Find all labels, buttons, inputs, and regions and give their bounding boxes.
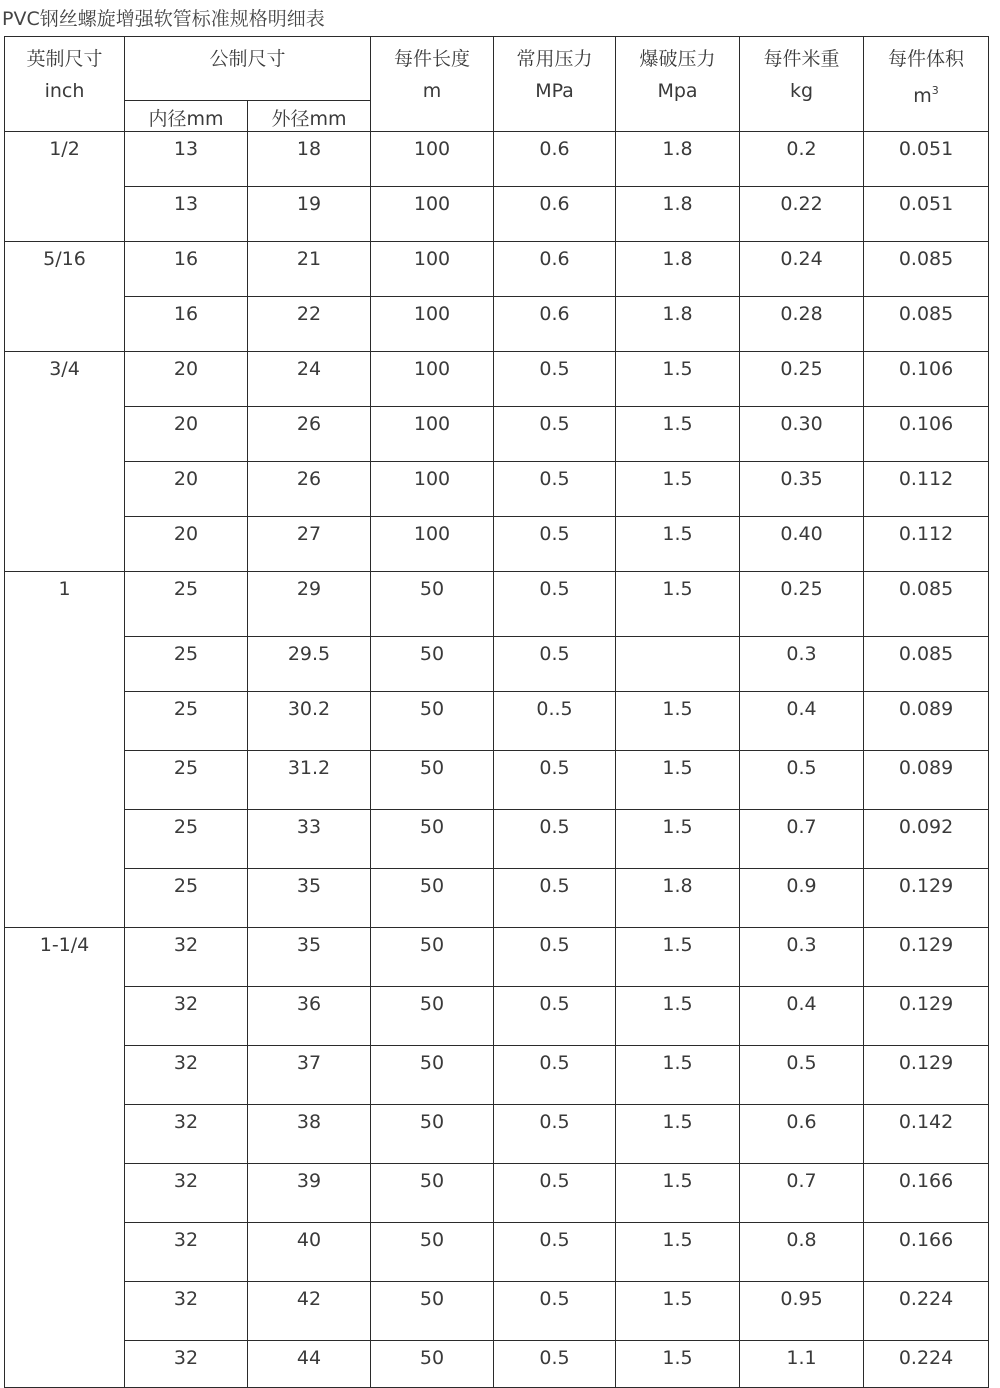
cell-inner: 32 — [125, 1341, 248, 1388]
cell-inner: 20 — [125, 407, 248, 462]
cell-weight: 0.9 — [740, 869, 864, 928]
cell-burst: 1.8 — [616, 242, 740, 297]
table-row — [5, 637, 989, 692]
spec-table — [4, 36, 989, 1388]
table-row — [5, 928, 989, 987]
table-row — [5, 462, 989, 517]
cell-weight: 0.35 — [740, 462, 864, 517]
cell-pressure: 0.5 — [494, 572, 616, 637]
spec-table-container — [4, 36, 990, 1388]
table-row — [5, 297, 989, 352]
cell-inner: 25 — [125, 572, 248, 637]
cell-weight: 0.2 — [740, 132, 864, 187]
cell-burst: 1.5 — [616, 572, 740, 637]
cell-pressure: 0.5 — [494, 1341, 616, 1388]
cell-outer: 35 — [248, 869, 371, 928]
cell-volume: 0.089 — [864, 692, 989, 751]
cell-weight: 0.30 — [740, 407, 864, 462]
cell-burst: 1.5 — [616, 1164, 740, 1223]
cell-inch: 1-1/4 — [5, 928, 125, 1388]
header-weight: 每件米重 kg — [740, 37, 864, 132]
cell-weight: 0.6 — [740, 1105, 864, 1164]
cell-length: 50 — [371, 810, 494, 869]
cell-length: 100 — [371, 242, 494, 297]
cell-volume: 0.106 — [864, 407, 989, 462]
cell-outer: 42 — [248, 1282, 371, 1341]
table-title: PVC钢丝螺旋增强软管标准规格明细表 — [2, 8, 325, 30]
cell-pressure: 0.5 — [494, 1046, 616, 1105]
cell-inner: 25 — [125, 869, 248, 928]
table-row — [5, 352, 989, 407]
header-inch: 英制尺寸 inch — [5, 37, 125, 132]
header-length: 每件长度 m — [371, 37, 494, 132]
cell-volume: 0.142 — [864, 1105, 989, 1164]
header-volume: 每件体积 $m^3$ — [864, 37, 989, 132]
cell-weight: 0.28 — [740, 297, 864, 352]
cell-weight: 1.1 — [740, 1341, 864, 1388]
cell-weight: 0.25 — [740, 352, 864, 407]
cell-inch: 3/4 — [5, 352, 125, 572]
cell-volume: 0.129 — [864, 928, 989, 987]
cell-burst: 1.5 — [616, 1282, 740, 1341]
cell-inch: 5/16 — [5, 242, 125, 352]
cell-pressure: 0.6 — [494, 132, 616, 187]
cell-inner: 13 — [125, 132, 248, 187]
cell-burst — [616, 637, 740, 692]
cell-burst: 1.8 — [616, 869, 740, 928]
cell-burst: 1.5 — [616, 462, 740, 517]
cell-outer: 40 — [248, 1223, 371, 1282]
cell-length: 50 — [371, 987, 494, 1046]
header-burst: 爆破压力 Mpa — [616, 37, 740, 132]
table-row — [5, 751, 989, 810]
cell-volume: 0.224 — [864, 1282, 989, 1341]
cell-outer: 22 — [248, 297, 371, 352]
table-row — [5, 810, 989, 869]
spec-table-body — [5, 132, 989, 1388]
cell-length: 50 — [371, 1282, 494, 1341]
cell-burst: 1.5 — [616, 1105, 740, 1164]
cell-burst: 1.5 — [616, 810, 740, 869]
cell-pressure: 0.5 — [494, 1105, 616, 1164]
cell-volume: 0.112 — [864, 462, 989, 517]
cell-weight: 0.24 — [740, 242, 864, 297]
cell-pressure: 0.5 — [494, 1282, 616, 1341]
cell-volume: 0.085 — [864, 572, 989, 637]
cell-volume: 0.089 — [864, 751, 989, 810]
cell-length: 100 — [371, 407, 494, 462]
cell-volume: 0.085 — [864, 297, 989, 352]
cell-burst: 1.8 — [616, 187, 740, 242]
cell-weight: 0.7 — [740, 1164, 864, 1223]
cell-volume: 0.085 — [864, 637, 989, 692]
cell-pressure: 0.5 — [494, 352, 616, 407]
cell-outer: 35 — [248, 928, 371, 987]
cell-pressure: 0.5 — [494, 751, 616, 810]
cell-volume: 0.166 — [864, 1164, 989, 1223]
cell-volume: 0.129 — [864, 869, 989, 928]
cell-volume: 0.166 — [864, 1223, 989, 1282]
table-row — [5, 1223, 989, 1282]
table-row — [5, 987, 989, 1046]
cell-weight: 0.4 — [740, 692, 864, 751]
cell-burst: 1.5 — [616, 352, 740, 407]
table-row — [5, 572, 989, 637]
cell-outer: 44 — [248, 1341, 371, 1388]
cell-outer: 39 — [248, 1164, 371, 1223]
cell-weight: 0.4 — [740, 987, 864, 1046]
cell-pressure: 0.6 — [494, 187, 616, 242]
cell-inner: 32 — [125, 928, 248, 987]
cell-burst: 1.5 — [616, 928, 740, 987]
cell-length: 100 — [371, 462, 494, 517]
cell-length: 50 — [371, 1164, 494, 1223]
cell-length: 100 — [371, 517, 494, 572]
cell-volume: 0.051 — [864, 187, 989, 242]
cell-pressure: 0.5 — [494, 1164, 616, 1223]
cell-inner: 32 — [125, 987, 248, 1046]
cell-length: 50 — [371, 1341, 494, 1388]
table-row — [5, 1105, 989, 1164]
cell-inner: 32 — [125, 1164, 248, 1223]
cell-length: 50 — [371, 692, 494, 751]
cell-length: 50 — [371, 572, 494, 637]
cell-pressure: 0..5 — [494, 692, 616, 751]
table-row — [5, 1046, 989, 1105]
cell-inner: 25 — [125, 810, 248, 869]
cell-inner: 32 — [125, 1046, 248, 1105]
cell-inner: 32 — [125, 1223, 248, 1282]
cell-inner: 25 — [125, 692, 248, 751]
cell-weight: 0.5 — [740, 1046, 864, 1105]
cell-inner: 25 — [125, 751, 248, 810]
cell-burst: 1.5 — [616, 1223, 740, 1282]
cell-outer: 26 — [248, 462, 371, 517]
cell-outer: 21 — [248, 242, 371, 297]
cell-pressure: 0.5 — [494, 869, 616, 928]
cell-burst: 1.5 — [616, 751, 740, 810]
cell-inner: 20 — [125, 517, 248, 572]
cell-weight: 0.8 — [740, 1223, 864, 1282]
header-metric: 公制尺寸 — [125, 37, 371, 101]
cell-outer: 19 — [248, 187, 371, 242]
cell-volume: 0.085 — [864, 242, 989, 297]
cell-burst: 1.5 — [616, 692, 740, 751]
cell-burst: 1.8 — [616, 297, 740, 352]
header-outer-diameter: 外径mm — [248, 101, 371, 132]
table-row — [5, 692, 989, 751]
cell-inner: 16 — [125, 297, 248, 352]
cell-pressure: 0.5 — [494, 928, 616, 987]
table-row — [5, 1164, 989, 1223]
cell-inch: 1 — [5, 572, 125, 928]
table-row — [5, 407, 989, 462]
cell-inner: 20 — [125, 462, 248, 517]
cell-volume: 0.112 — [864, 517, 989, 572]
cell-length: 50 — [371, 869, 494, 928]
cell-pressure: 0.5 — [494, 517, 616, 572]
cell-pressure: 0.5 — [494, 987, 616, 1046]
cell-length: 100 — [371, 352, 494, 407]
table-row — [5, 242, 989, 297]
cell-weight: 0.40 — [740, 517, 864, 572]
cell-inner: 16 — [125, 242, 248, 297]
cell-outer: 30.2 — [248, 692, 371, 751]
cell-weight: 0.3 — [740, 928, 864, 987]
cell-outer: 38 — [248, 1105, 371, 1164]
cell-inner: 20 — [125, 352, 248, 407]
table-row — [5, 517, 989, 572]
cell-burst: 1.8 — [616, 132, 740, 187]
cell-outer: 18 — [248, 132, 371, 187]
cell-outer: 26 — [248, 407, 371, 462]
cell-length: 100 — [371, 132, 494, 187]
table-row — [5, 869, 989, 928]
cell-length: 50 — [371, 751, 494, 810]
cell-outer: 37 — [248, 1046, 371, 1105]
cell-burst: 1.5 — [616, 517, 740, 572]
cell-burst: 1.5 — [616, 987, 740, 1046]
table-row — [5, 187, 989, 242]
cell-volume: 0.092 — [864, 810, 989, 869]
cell-pressure: 0.5 — [494, 407, 616, 462]
cell-weight: 0.95 — [740, 1282, 864, 1341]
cell-length: 100 — [371, 187, 494, 242]
cell-pressure: 0.5 — [494, 637, 616, 692]
cell-volume: 0.106 — [864, 352, 989, 407]
cell-length: 50 — [371, 1223, 494, 1282]
cell-length: 50 — [371, 1105, 494, 1164]
cell-pressure: 0.5 — [494, 810, 616, 869]
cell-length: 50 — [371, 1046, 494, 1105]
cell-weight: 0.5 — [740, 751, 864, 810]
cell-inner: 25 — [125, 637, 248, 692]
cell-weight: 0.3 — [740, 637, 864, 692]
cell-weight: 0.22 — [740, 187, 864, 242]
cell-burst: 1.5 — [616, 407, 740, 462]
cell-burst: 1.5 — [616, 1341, 740, 1388]
cell-inner: 13 — [125, 187, 248, 242]
cell-outer: 31.2 — [248, 751, 371, 810]
cell-inch: 1/2 — [5, 132, 125, 242]
cell-weight: 0.25 — [740, 572, 864, 637]
cell-length: 50 — [371, 637, 494, 692]
table-row — [5, 132, 989, 187]
cell-outer: 27 — [248, 517, 371, 572]
cell-volume: 0.129 — [864, 1046, 989, 1105]
cell-pressure: 0.5 — [494, 1223, 616, 1282]
cell-outer: 33 — [248, 810, 371, 869]
cell-outer: 36 — [248, 987, 371, 1046]
cell-inner: 32 — [125, 1105, 248, 1164]
cell-pressure: 0.6 — [494, 297, 616, 352]
cell-pressure: 0.5 — [494, 462, 616, 517]
cell-volume: 0.224 — [864, 1341, 989, 1388]
cell-volume: 0.129 — [864, 987, 989, 1046]
cell-inner: 32 — [125, 1282, 248, 1341]
table-row — [5, 1282, 989, 1341]
cell-pressure: 0.6 — [494, 242, 616, 297]
cell-volume: 0.051 — [864, 132, 989, 187]
header-inner-diameter: 内径mm — [125, 101, 248, 132]
cell-outer: 29.5 — [248, 637, 371, 692]
table-row — [5, 1341, 989, 1388]
header-pressure: 常用压力 MPa — [494, 37, 616, 132]
cell-outer: 24 — [248, 352, 371, 407]
cell-outer: 29 — [248, 572, 371, 637]
cell-length: 100 — [371, 297, 494, 352]
cell-weight: 0.7 — [740, 810, 864, 869]
cell-length: 50 — [371, 928, 494, 987]
cell-burst: 1.5 — [616, 1046, 740, 1105]
